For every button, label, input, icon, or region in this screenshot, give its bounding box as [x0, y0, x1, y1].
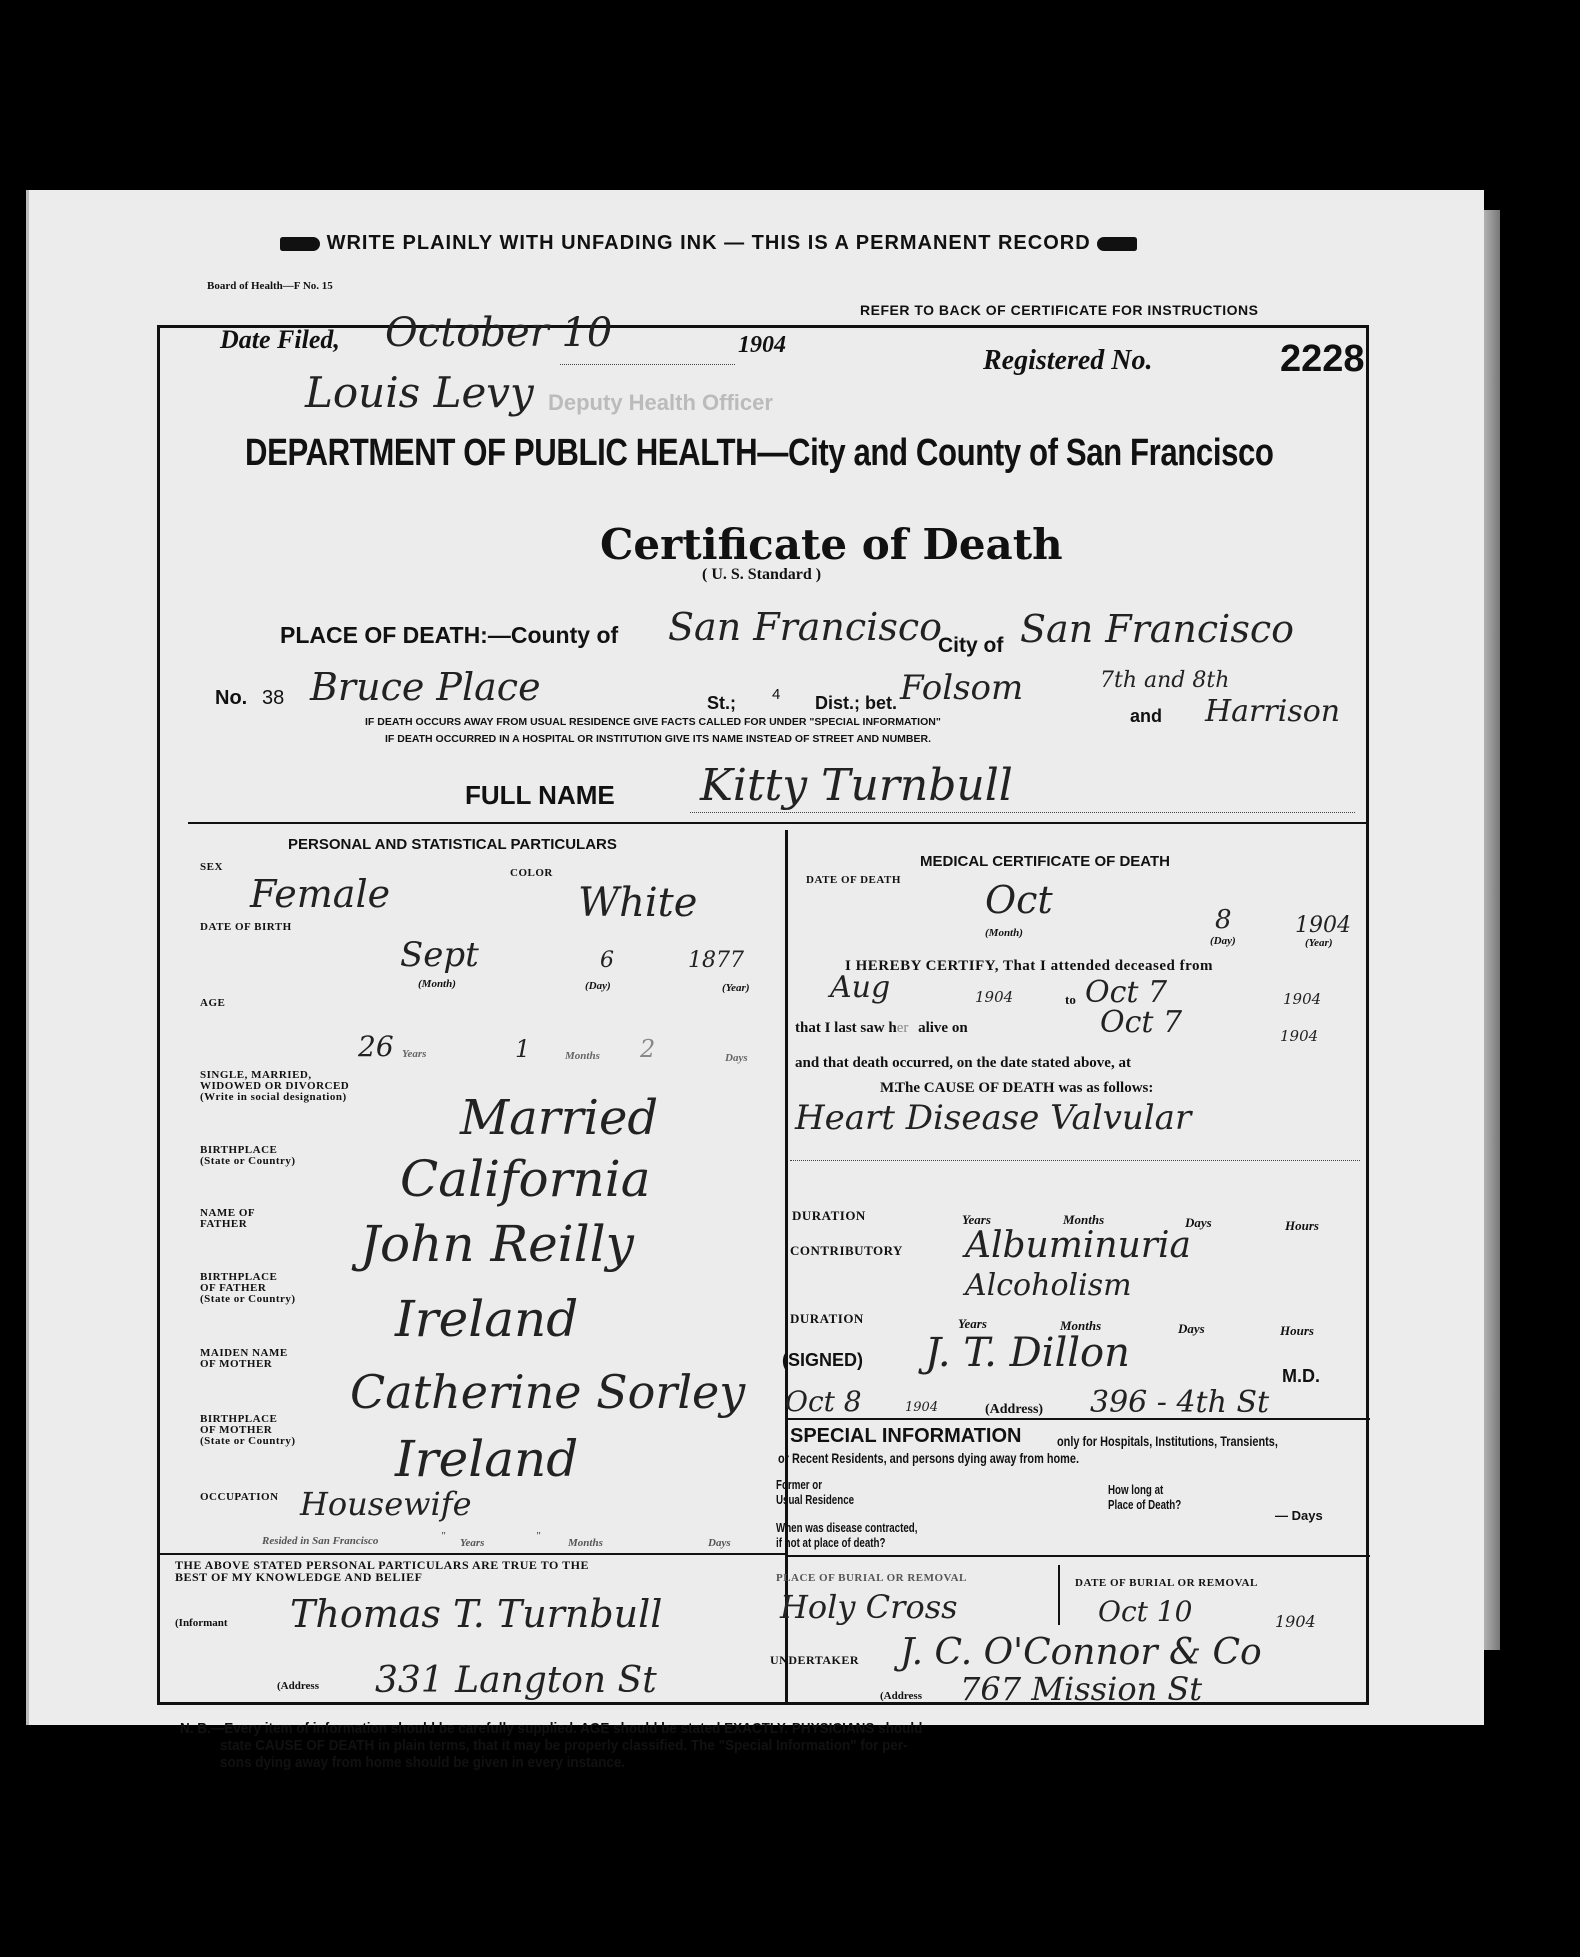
- signed-value: J. T. Dillon: [925, 1330, 1130, 1376]
- last-saw-label: that I last saw her alive on: [795, 1020, 968, 1036]
- informant-address-value: 331 Langton St: [375, 1660, 657, 1701]
- footnote-line-1: N. B.—Every item of information should be carefully supplied. AGE should be stated EXACTLY. PHYSICIANS should: [180, 1720, 923, 1737]
- no-label: No.: [215, 687, 248, 709]
- place-instructions-2: IF DEATH OCCURRED IN A HOSPITAL OR INSTITUTION GIVE ITS NAME INSTEAD OF STREET AND NUMBER.: [385, 733, 932, 745]
- cause-label: The CAUSE OF DEATH was as follows:: [895, 1080, 1154, 1096]
- contributory-2: Alcoholism: [965, 1268, 1132, 1303]
- no-value: 38: [262, 687, 285, 709]
- resided-days-caption: Days: [708, 1537, 731, 1549]
- resided-months-caption: Months: [568, 1537, 603, 1549]
- how-long-label-2: Place of Death?: [1108, 1497, 1182, 1512]
- father-birthplace-label-2: OF FATHER: [200, 1282, 267, 1294]
- to-year: 1904: [1283, 990, 1322, 1008]
- age-months-caption: Months: [565, 1050, 600, 1062]
- birthplace-value: California: [400, 1150, 651, 1208]
- last-saw-year: 1904: [1280, 1027, 1319, 1045]
- street-value: Bruce Place: [310, 665, 541, 709]
- duration-months-2: Months: [1060, 1318, 1102, 1333]
- st-label: St.;: [707, 693, 736, 713]
- burial-date-label: DATE OF BURIAL OR REMOVAL: [1075, 1577, 1258, 1589]
- duration-hours-2: Hours: [1280, 1323, 1314, 1338]
- footnote-line-2: state CAUSE OF DEATH in plain terms, that it may be properly classified. The "Special Information" for per-: [220, 1737, 908, 1754]
- contracted-label-1: When was disease contracted,: [776, 1520, 918, 1535]
- city-value: San Francisco: [1020, 607, 1294, 651]
- department-title: DEPARTMENT OF PUBLIC HEALTH—City and County of San Francisco: [245, 432, 1274, 474]
- resided-years-caption: Years: [460, 1537, 485, 1549]
- marital-label-1: SINGLE, MARRIED,: [200, 1069, 312, 1081]
- officer-title: Deputy Health Officer: [548, 390, 773, 415]
- informant-address-label: (Address: [277, 1680, 319, 1692]
- dob-day-caption: (Day): [585, 980, 611, 992]
- death-day-caption: (Day): [1210, 935, 1236, 947]
- birthplace-label-1: BIRTHPLACE: [200, 1144, 278, 1156]
- between-street-2: 7th and 8th: [1100, 668, 1230, 693]
- informant-statement-1: THE ABOVE STATED PERSONAL PARTICULARS ARE TRUE TO THE: [175, 1558, 589, 1572]
- age-months: 1: [515, 1035, 531, 1063]
- mother-birthplace-value: Ireland: [395, 1430, 579, 1488]
- father-birthplace-label-3: (State or Country): [200, 1293, 296, 1305]
- death-year-caption: (Year): [1305, 937, 1333, 949]
- special-heading: SPECIAL INFORMATION: [790, 1425, 1022, 1447]
- special-note-2: or Recent Residents, and persons dying away from home.: [778, 1450, 1079, 1466]
- certificate-title: Certificate of Death: [600, 520, 1063, 569]
- full-name-value: Kitty Turnbull: [700, 760, 1013, 811]
- mother-birthplace-label-3: (State or Country): [200, 1435, 296, 1447]
- burial-divider: [1058, 1565, 1060, 1625]
- attended-to: Oct 7: [1085, 975, 1168, 1010]
- duration-years-2: Years: [958, 1316, 987, 1331]
- resided-years: ": [440, 1530, 447, 1542]
- age-label: AGE: [200, 997, 226, 1009]
- occurred-text: and that death occurred, on the date stated above, at: [795, 1055, 1131, 1071]
- death-month: Oct: [985, 878, 1053, 922]
- dob-month: Sept: [400, 935, 479, 975]
- footnote-line-3: sons dying away from home should be given in every instance.: [220, 1754, 626, 1771]
- informant-label: (Informant: [175, 1617, 228, 1629]
- burial-date-value: Oct 10: [1098, 1595, 1193, 1628]
- undertaker-address-value: 767 Mission St: [960, 1670, 1203, 1708]
- age-days-caption: Days: [725, 1052, 748, 1064]
- sex-label: SEX: [200, 861, 223, 873]
- officer-signature: Louis Levy: [305, 368, 534, 417]
- form-number: Board of Health—F No. 15: [207, 280, 333, 292]
- mother-label-2: OF MOTHER: [200, 1358, 273, 1370]
- marital-value: Married: [460, 1090, 659, 1146]
- duration-label-2: DURATION: [790, 1311, 864, 1326]
- mother-birthplace-label-1: BIRTHPLACE: [200, 1413, 278, 1425]
- to-label: to: [1065, 992, 1076, 1007]
- certify-text: I HEREBY CERTIFY, That I attended deceased from: [845, 958, 1214, 974]
- undertaker-value: J. C. O'Connor & Co: [900, 1632, 1262, 1673]
- special-note-1: only for Hospitals, Institutions, Transients,: [1057, 1433, 1278, 1449]
- signed-date: Oct 8: [785, 1385, 862, 1418]
- county-value: San Francisco: [668, 605, 942, 649]
- mother-label-1: MAIDEN NAME: [200, 1347, 288, 1359]
- marital-label-3: (Write in social designation): [200, 1091, 347, 1103]
- personal-heading: PERSONAL AND STATISTICAL PARTICULARS: [288, 836, 617, 853]
- dob-label: DATE OF BIRTH: [200, 921, 292, 933]
- undertaker-address-label: (Address: [880, 1690, 922, 1702]
- death-year: 1904: [1295, 913, 1351, 938]
- attended-from: Aug: [830, 970, 891, 1005]
- father-label-2: FATHER: [200, 1218, 248, 1230]
- registered-number: 2228: [1280, 338, 1365, 380]
- contributory-1: Albuminuria: [965, 1225, 1191, 1266]
- signed-address-value: 396 - 4th St: [1090, 1385, 1270, 1420]
- duration-months-1: Months: [1063, 1212, 1105, 1227]
- date-filed-value: October 10: [385, 310, 613, 356]
- dob-month-caption: (Month): [418, 978, 456, 990]
- st-value: 4: [772, 686, 781, 703]
- father-label-1: NAME OF: [200, 1207, 256, 1219]
- death-date-label: DATE OF DEATH: [806, 874, 901, 886]
- dob-year: 1877: [688, 948, 744, 973]
- color-value: White: [578, 880, 698, 926]
- left-bottom-rule: [160, 1553, 787, 1555]
- cause-value: Heart Disease Valvular: [795, 1098, 1192, 1138]
- from-year: 1904: [975, 988, 1014, 1006]
- age-days: 2: [640, 1035, 656, 1063]
- resided-months: ": [535, 1530, 542, 1542]
- duration-days-1: Days: [1185, 1215, 1212, 1230]
- signed-year: 1904: [905, 1400, 939, 1415]
- right-burial-rule: [785, 1555, 1370, 1557]
- occupation-value: Housewife: [300, 1485, 472, 1523]
- full-name-label: FULL NAME: [465, 780, 615, 810]
- duration-label-1: DURATION: [792, 1208, 866, 1223]
- pointing-hand-icon: [280, 237, 320, 251]
- burial-place-label: PLACE OF BURIAL OR REMOVAL: [776, 1572, 967, 1584]
- city-label: City of: [938, 634, 1004, 657]
- sex-value: Female: [250, 872, 391, 916]
- medical-heading: MEDICAL CERTIFICATE OF DEATH: [920, 853, 1170, 870]
- mother-birthplace-label-2: OF MOTHER: [200, 1424, 273, 1436]
- section-rule: [188, 822, 1368, 824]
- and-label: and: [1130, 706, 1163, 726]
- birthplace-label-2: (State or Country): [200, 1155, 296, 1167]
- color-label: COLOR: [510, 867, 553, 879]
- age-years-caption: Years: [402, 1048, 427, 1060]
- undertaker-label: UNDERTAKER: [770, 1653, 860, 1667]
- contracted-label-2: if not at place of death?: [776, 1535, 886, 1550]
- dist-label: Dist.; bet.: [815, 693, 898, 713]
- father-value: John Reilly: [360, 1215, 634, 1273]
- how-long-label-1: How long at: [1108, 1482, 1164, 1497]
- mother-value: Catherine Sorley: [350, 1365, 746, 1419]
- date-filed-year: 1904: [738, 332, 786, 358]
- banner: WRITE PLAINLY WITH UNFADING INK — THIS IS A PERMANENT RECORD: [280, 232, 1137, 255]
- informant-statement-2: BEST OF MY KNOWLEDGE AND BELIEF: [175, 1570, 423, 1584]
- registered-label: Registered No.: [983, 345, 1153, 376]
- marital-label-2: WIDOWED OR DIVORCED: [200, 1080, 350, 1092]
- date-filed-label: Date Filed,: [220, 325, 340, 354]
- former-label-2: Usual Residence: [776, 1492, 855, 1507]
- md-label: M.D.: [1282, 1366, 1320, 1386]
- occupation-label: OCCUPATION: [200, 1491, 279, 1503]
- signed-address-label: (Address): [985, 1402, 1044, 1417]
- duration-years-1: Years: [962, 1212, 991, 1227]
- certificate-subtitle: ( U. S. Standard ): [702, 566, 822, 583]
- refer-note: REFER TO BACK OF CERTIFICATE FOR INSTRUCTIONS: [860, 302, 1259, 318]
- contributory-label: CONTRIBUTORY: [790, 1243, 903, 1258]
- m-label: M.: [880, 1080, 898, 1096]
- burial-place-value: Holy Cross: [780, 1588, 958, 1626]
- burial-date-year: 1904: [1275, 1612, 1316, 1631]
- death-month-caption: (Month): [985, 927, 1023, 939]
- age-years: 26: [358, 1030, 394, 1063]
- place-instructions-1: IF DEATH OCCURS AWAY FROM USUAL RESIDENCE GIVE FACTS CALLED FOR UNDER "SPECIAL INFORMATION": [365, 716, 941, 728]
- place-of-death-label: PLACE OF DEATH:—County of: [280, 622, 619, 648]
- dob-day: 6: [600, 948, 614, 973]
- right-special-rule: [785, 1418, 1370, 1420]
- duration-days-2: Days: [1178, 1321, 1205, 1336]
- pointing-hand-icon: [1097, 237, 1137, 251]
- father-birthplace-value: Ireland: [395, 1290, 579, 1348]
- resided-label: Resided in San Francisco: [262, 1535, 379, 1547]
- signed-label: (SIGNED): [782, 1350, 863, 1370]
- informant-value: Thomas T. Turnbull: [290, 1592, 663, 1636]
- how-long-days: — Days: [1275, 1508, 1323, 1523]
- death-day: 8: [1215, 905, 1232, 935]
- between-street-3: Harrison: [1205, 694, 1341, 729]
- duration-hours-1: Hours: [1285, 1218, 1319, 1233]
- former-label-1: Former or: [776, 1477, 823, 1492]
- between-street-1: Folsom: [900, 668, 1024, 708]
- father-birthplace-label-1: BIRTHPLACE: [200, 1271, 278, 1283]
- last-saw-date: Oct 7: [1100, 1005, 1183, 1040]
- dob-year-caption: (Year): [722, 982, 750, 994]
